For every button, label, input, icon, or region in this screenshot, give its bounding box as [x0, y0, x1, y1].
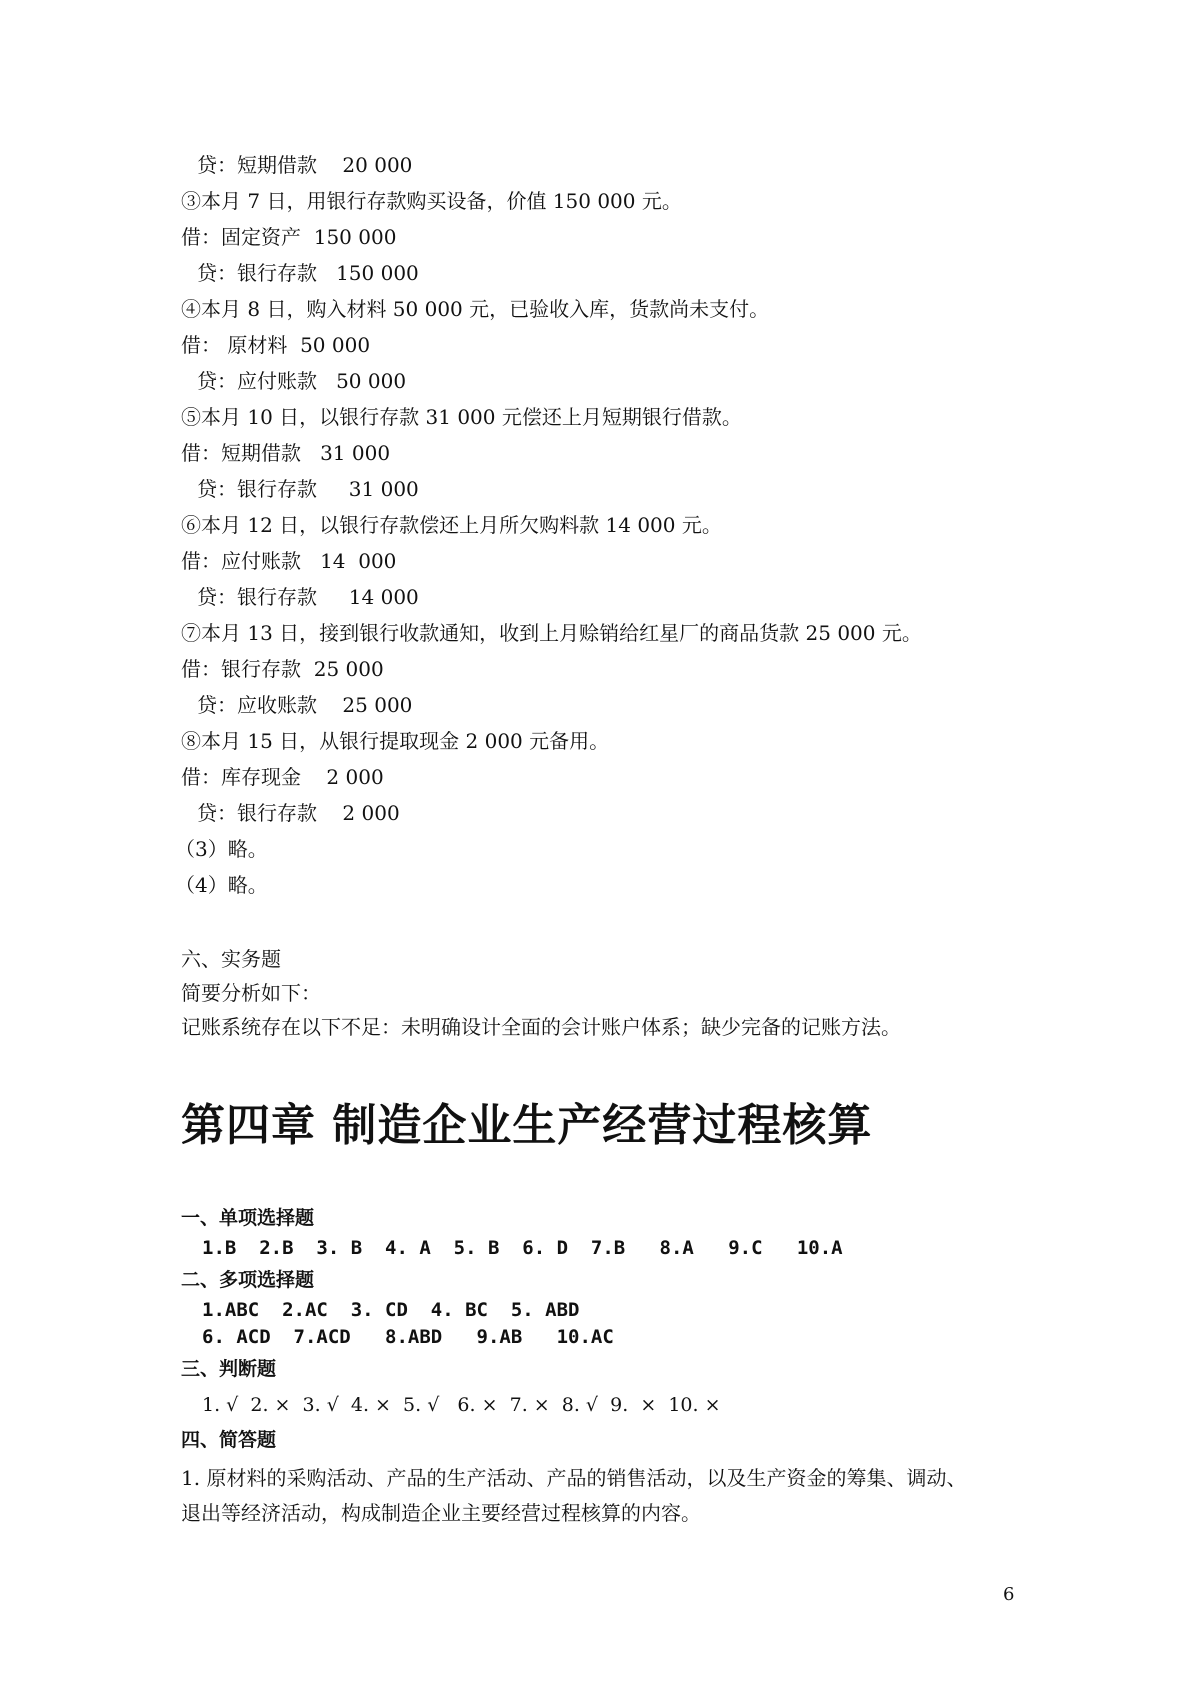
multi-choice-answers-line2: 6. ACD 7.ACD 8.ABD 9.AB 10.AC	[202, 1326, 614, 1348]
journal-line: 借：短期借款 31 000	[181, 441, 391, 465]
journal-line: 借：固定资产 150 000	[181, 225, 397, 249]
practice-intro: 简要分析如下：	[181, 981, 321, 1005]
single-choice-answers: 1.B 2.B 3. B 4. A 5. B 6. D 7.B 8.A 9.C 10.A	[202, 1237, 843, 1259]
journal-line: ③本月 7 日，用银行存款购买设备，价值 150 000 元。	[181, 189, 682, 213]
journal-line: 贷：银行存款 150 000	[197, 261, 419, 285]
journal-line: ④本月 8 日，购入材料 50 000 元，已验收入库，货款尚未支付。	[181, 297, 770, 321]
journal-line: 贷：应付账款 50 000	[197, 369, 407, 393]
single-choice-title: 一、单项选择题	[181, 1207, 315, 1229]
judgment-title: 三、判断题	[181, 1358, 277, 1380]
journal-line: 贷：银行存款 2 000	[197, 801, 400, 825]
journal-line: 贷：银行存款 31 000	[197, 477, 419, 501]
journal-line: 借：银行存款 25 000	[181, 657, 384, 681]
journal-line: ⑤本月 10 日，以银行存款 31 000 元偿还上月短期银行借款。	[181, 405, 742, 429]
practice-body: 记账系统存在以下不足：未明确设计全面的会计账户体系；缺少完备的记账方法。	[181, 1015, 901, 1039]
page-number: 6	[1003, 1584, 1015, 1605]
multi-choice-title: 二、多项选择题	[181, 1269, 315, 1291]
journal-line: 贷：应收账款 25 000	[197, 693, 413, 717]
short-answer-line1: 1. 原材料的采购活动、产品的生产活动、产品的销售活动，以及生产资金的筹集、调动、	[181, 1466, 967, 1490]
journal-line: 借： 原材料 50 000	[181, 333, 371, 357]
journal-line: 借：应付账款 14 000	[181, 549, 397, 573]
journal-line: 贷：银行存款 14 000	[197, 585, 419, 609]
journal-line: ⑦本月 13 日，接到银行收款通知，收到上月赊销给红星厂的商品货款 25 000 元。	[181, 621, 922, 645]
journal-line: ⑥本月 12 日，以银行存款偿还上月所欠购料款 14 000 元。	[181, 513, 722, 537]
practice-title: 六、实务题	[181, 947, 281, 971]
short-answer-line2: 退出等经济活动，构成制造企业主要经营过程核算的内容。	[181, 1501, 701, 1525]
chapter-title: 第四章 制造企业生产经营过程核算	[181, 1100, 873, 1151]
journal-line: （3）略。	[175, 837, 268, 861]
journal-line: （4）略。	[175, 873, 268, 897]
journal-line: 借：库存现金 2 000	[181, 765, 384, 789]
journal-line: ⑧本月 15 日，从银行提取现金 2 000 元备用。	[181, 729, 610, 753]
judgment-answers: 1. √ 2. × 3. √ 4. × 5. √ 6. × 7. × 8. √ 9. × 10. ×	[202, 1394, 721, 1416]
short-answer-title: 四、简答题	[181, 1429, 277, 1451]
journal-line: 贷：短期借款 20 000	[197, 153, 413, 177]
multi-choice-answers-line1: 1.ABC 2.AC 3. CD 4. BC 5. ABD	[202, 1299, 580, 1321]
